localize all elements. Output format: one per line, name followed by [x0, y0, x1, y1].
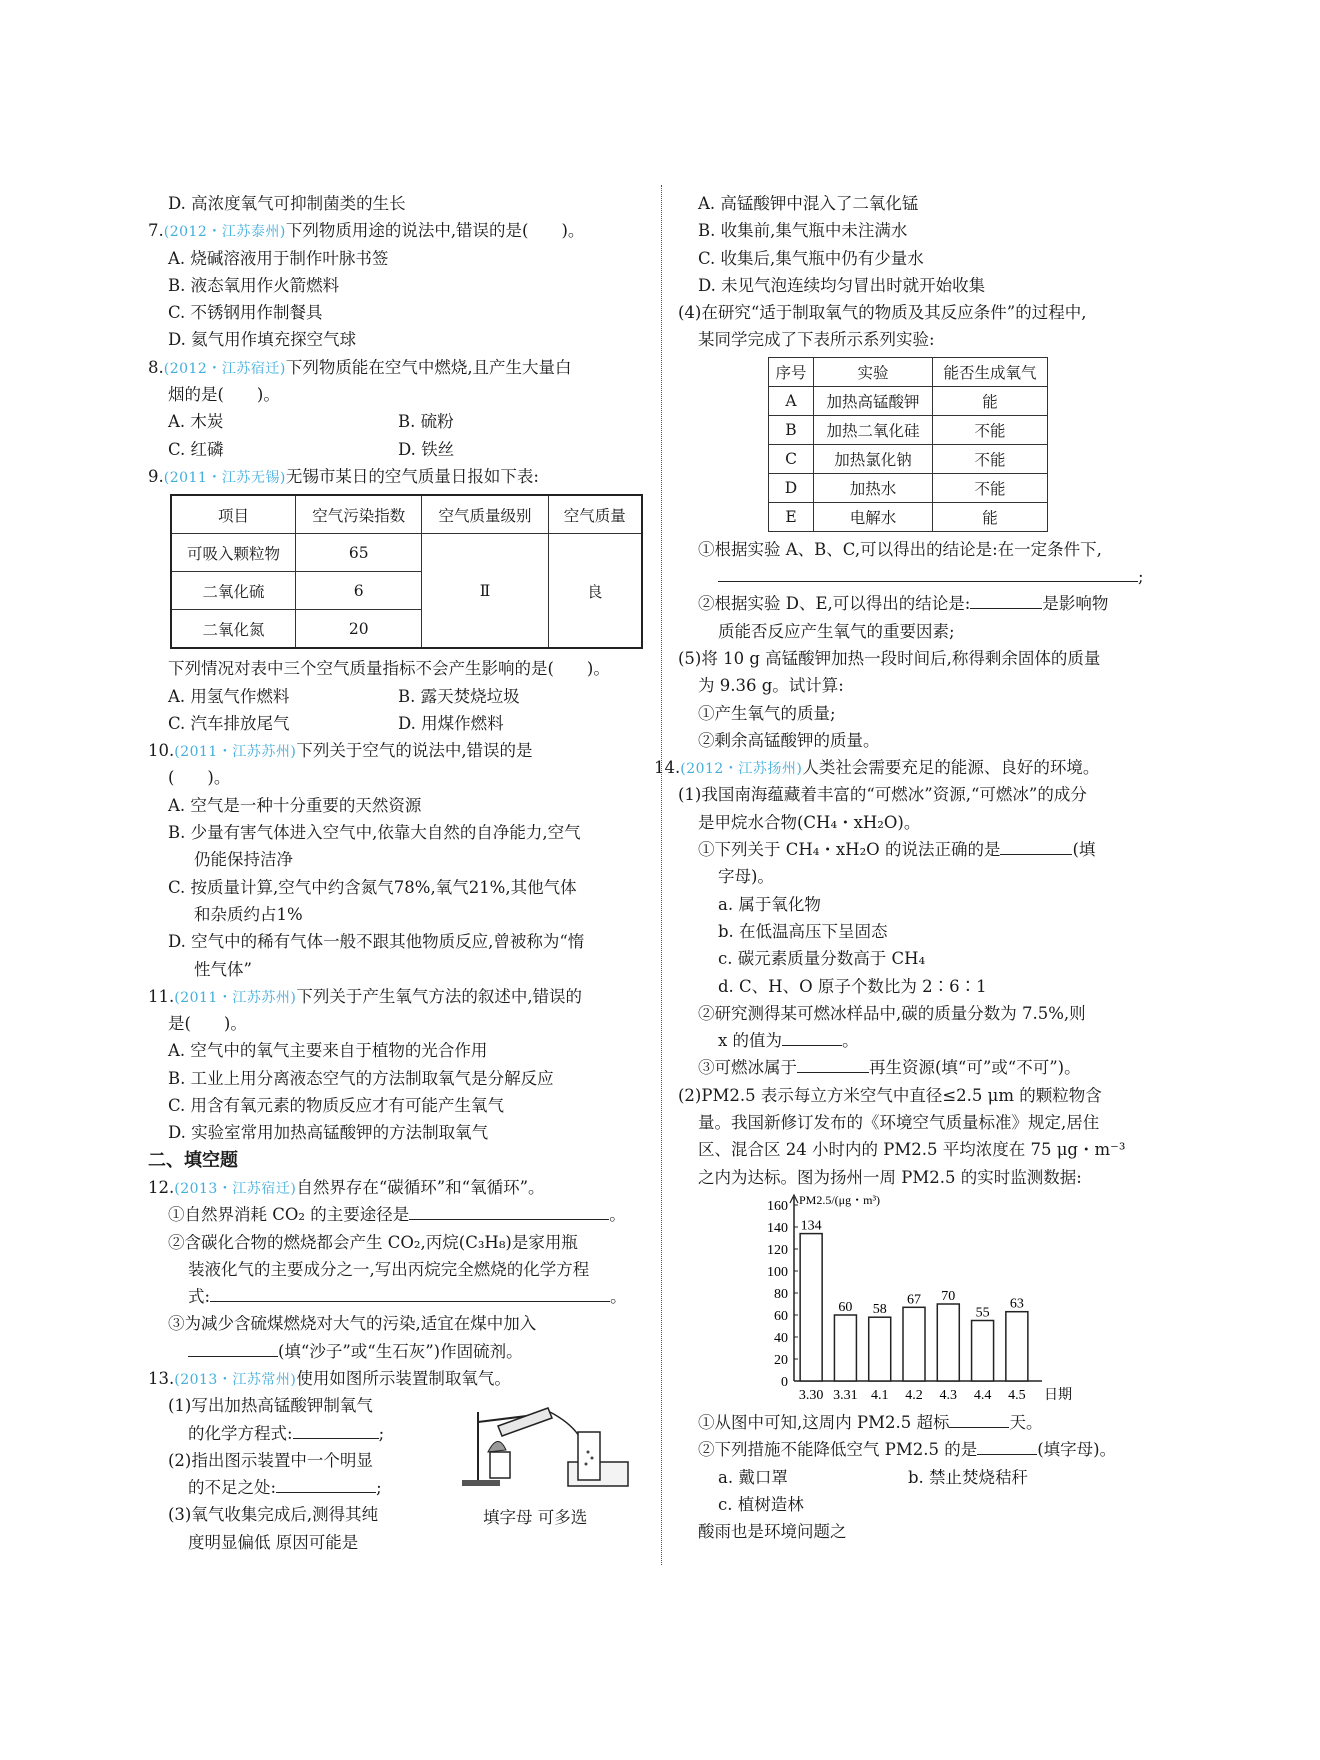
bar	[937, 1304, 959, 1381]
q9-option-b: B. 露天焚烧垃圾	[398, 686, 520, 706]
table-cell: 65	[296, 534, 422, 572]
table-cell: 二氧化硫	[171, 572, 296, 610]
q13-body	[148, 1392, 648, 1552]
q8-option-a: A. 木炭	[168, 412, 224, 432]
q14-2-options-ab	[678, 1464, 1176, 1491]
q11-option-c: C. 用含有氧元素的物质反应才有可能产生氧气	[168, 1096, 505, 1116]
q8-option-d: D. 铁丝	[398, 439, 455, 459]
x-axis-label: 日期	[1044, 1387, 1072, 1403]
pm25-bar-chart	[746, 1191, 1086, 1409]
answer-blank[interactable]	[1000, 836, 1072, 855]
q14-part-1-cont: 是甲烷水合物(CH₄・xH₂O)。	[698, 812, 921, 832]
q13-5-2: ②剩余高锰酸钾的质量。	[698, 730, 880, 750]
table-cell: E	[769, 502, 814, 531]
y-tick-label: 0	[781, 1374, 788, 1390]
q13-part-2: (2)指出图示装置中一个明显	[168, 1450, 373, 1470]
answer-blank[interactable]	[782, 1027, 842, 1046]
table-cell: D	[769, 473, 814, 502]
x-tick-label: 4.1	[870, 1387, 889, 1403]
table-cell: 能	[933, 502, 1048, 531]
q10-option-b: B. 少量有害气体进入空气中,依靠大自然的自净能力,空气	[168, 823, 581, 843]
q14-option-d: d. C、H、O 原子个数比为 2∶6∶1	[718, 976, 987, 996]
q10-option-d: D. 空气中的稀有气体一般不跟其他物质反应,曾被称为“惰	[168, 932, 585, 952]
bar-value-label: 63	[1009, 1296, 1024, 1312]
x-tick-label: 4.5	[1008, 1387, 1026, 1403]
left-column	[148, 190, 648, 1552]
q12-part-3: ③为减少含硫煤燃烧对大气的污染,适宜在煤中加入	[168, 1314, 537, 1334]
q14-2-option-b: b. 禁止焚烧秸秆	[908, 1467, 1029, 1487]
q9-source: (2011・江苏无锡)	[163, 469, 286, 486]
table-cell-quality: 良	[548, 534, 642, 649]
table-cell: 加热高锰酸钾	[814, 386, 933, 415]
column-divider	[661, 185, 662, 1565]
q7-option-a: A. 烧碱溶液用于制作叶脉书签	[168, 248, 389, 268]
q7-option-b: B. 液态氧用作火箭燃料	[168, 275, 340, 295]
answer-blank[interactable]	[797, 1054, 869, 1073]
table-header: 实验	[814, 357, 933, 386]
answer-blank[interactable]	[977, 1436, 1037, 1455]
question-7: 7.(2012・江苏泰州)下列物质用途的说法中,错误的是( )。	[148, 221, 585, 241]
q13-option-a: A. 高锰酸钾中混入了二氧化锰	[698, 194, 919, 213]
q11-text-cont: 是( )。	[168, 1014, 247, 1034]
q13-option-d: D. 未见气泡连续均匀冒出时就开始收集	[698, 275, 986, 295]
q10-option-b-cont: 仍能保持洁净	[194, 850, 293, 870]
table-header: 序号	[769, 357, 814, 386]
table-cell-level: Ⅱ	[422, 534, 548, 649]
q9-option-a: A. 用氢气作燃料	[168, 686, 290, 706]
q13-part-3: (3)氧气收集完成后,测得其纯	[168, 1505, 379, 1525]
question-8: 8.(2012・江苏宿迁)下列物质能在空气中燃烧,且产生大量白	[148, 357, 572, 377]
table-header: 空气污染指数	[296, 495, 422, 534]
bar-value-label: 55	[975, 1305, 990, 1321]
question-14: 14.(2012・江苏扬州)人类社会需要充足的能源、良好的环境。	[654, 758, 1100, 778]
q10-option-a: A. 空气是一种十分重要的天然资源	[168, 795, 422, 815]
q13-option-c: C. 收集后,集气瓶中仍有少量水	[698, 248, 924, 268]
table-cell: 二氧化氮	[171, 610, 296, 649]
table-header: 空气质量级别	[422, 495, 548, 534]
answer-blank[interactable]	[293, 1420, 379, 1439]
table-row	[769, 502, 1048, 531]
bar-value-label: 134	[800, 1218, 822, 1234]
question-10: 10.(2011・江苏苏州)下列关于空气的说法中,错误的是	[148, 741, 533, 761]
q9-option-c: C. 汽车排放尾气	[168, 713, 290, 733]
q9-text-cont: 下列情况对表中三个空气质量指标不会产生影响的是( )。	[168, 659, 610, 679]
table-cell: 不能	[933, 444, 1048, 473]
q14-last-line: 酸雨也是环境问题之	[698, 1522, 847, 1542]
y-tick-label: 160	[767, 1198, 788, 1214]
q8-option-c: C. 红磷	[168, 439, 224, 459]
q7-source: (2012・江苏泰州)	[163, 224, 286, 241]
q11-option-b: B. 工业上用分离液态空气的方法制取氧气是分解反应	[168, 1068, 554, 1088]
question-11: 11.(2011・江苏苏州)下列关于产生氧气方法的叙述中,错误的	[148, 986, 583, 1006]
table-row	[769, 415, 1048, 444]
experiment-table	[768, 357, 1048, 532]
q11-option-a: A. 空气中的氧气主要来自于植物的光合作用	[168, 1041, 488, 1061]
q7-option-c: C. 不锈钢用作制餐具	[168, 303, 323, 323]
bar	[972, 1320, 994, 1381]
bar	[869, 1317, 891, 1381]
q8-option-b: B. 硫粉	[398, 412, 454, 432]
bar-value-label: 67	[907, 1292, 921, 1308]
y-axis-label: PM2.5/(μg・m³)	[799, 1192, 881, 1207]
q13-option-b: B. 收集前,集气瓶中未注满水	[698, 221, 908, 241]
table-cell: 电解水	[814, 502, 933, 531]
answer-blank[interactable]	[188, 1338, 278, 1357]
answer-blank[interactable]	[276, 1474, 376, 1493]
q14-1-2: ②研究测得某可燃冰样品中,碳的质量分数为 7.5%,则	[698, 1003, 1086, 1023]
question-9: 9.(2011・江苏无锡)无锡市某日的空气质量日报如下表:	[148, 466, 539, 486]
table-header: 空气质量	[548, 495, 642, 534]
q12-part-1: ①自然界消耗 CO₂ 的主要途径是 。	[148, 1201, 648, 1228]
q9-options-cd	[148, 710, 648, 737]
q10-option-c-cont: 和杂质约占1%	[194, 904, 303, 924]
q14-2-option-c: c. 植树造林	[718, 1494, 804, 1514]
answer-blank[interactable]	[970, 590, 1042, 609]
x-tick-label: 4.2	[905, 1387, 923, 1403]
q14-part-1: (1)我国南海蕴藏着丰富的“可燃冰”资源,“可燃冰”的成分	[678, 785, 1087, 805]
q13-part-5-cont: 为 9.36 g。试计算:	[698, 676, 844, 696]
y-tick-label: 40	[774, 1330, 788, 1346]
q8-source: (2012・江苏宿迁)	[163, 360, 286, 377]
table-header-row	[769, 357, 1048, 386]
table-cell: B	[769, 415, 814, 444]
y-tick-label: 120	[767, 1242, 788, 1258]
q11-source: (2011・江苏苏州)	[174, 989, 297, 1006]
table-cell: 20	[296, 610, 422, 649]
pm25-chart	[678, 1191, 1176, 1409]
y-tick-label: 100	[767, 1264, 788, 1280]
q13-part-1: (1)写出加热高锰酸钾制氧气	[168, 1396, 373, 1416]
bar-value-label: 58	[872, 1302, 887, 1318]
q13-part-4: (4)在研究“适于制取氧气的物质及其反应条件”的过程中,	[678, 303, 1087, 323]
q9-option-d: D. 用煤作燃料	[398, 713, 504, 733]
q14-1-1-cont: 字母)。	[718, 867, 774, 887]
q13-part-5: (5)将 10 g 高锰酸钾加热一段时间后,称得剩余固体的质量	[678, 648, 1101, 668]
q14-part-2-cont3: 之内为达标。图为扬州一周 PM2.5 的实时监测数据:	[698, 1167, 1082, 1187]
answer-blank[interactable]	[718, 563, 1138, 582]
q13-5-1: ①产生氧气的质量;	[698, 703, 836, 723]
q10-option-d-cont: 性气体”	[194, 959, 252, 979]
q13-4-2-cont: 质能否反应产生氧气的重要因素;	[718, 621, 955, 641]
q12-part-2: ②含碳化合物的燃烧都会产生 CO₂,丙烷(C₃H₈)是家用瓶	[168, 1232, 578, 1252]
table-cell: C	[769, 444, 814, 473]
q13-4-1: ①根据实验 A、B、C,可以得出的结论是:在一定条件下,	[698, 539, 1102, 559]
q13-instruction: 填字母 可多选	[483, 1508, 588, 1528]
q13-part-3-cont: 度明显偏低 原因可能是	[188, 1532, 359, 1552]
q14-option-a: a. 属于氧化物	[718, 894, 821, 914]
section-title-fill-in: 二、填空题	[148, 1149, 238, 1171]
q8-options-cd	[148, 436, 648, 463]
table-row	[769, 444, 1048, 473]
q7-option-d: D. 氦气用作填充探空气球	[168, 330, 357, 350]
table-header-row	[171, 495, 642, 534]
q13-source: (2013・江苏常州)	[174, 1371, 297, 1388]
q6-option-d: D. 高浓度氧气可抑制菌类的生长	[168, 194, 406, 213]
bar-value-label: 70	[941, 1288, 956, 1304]
answer-blank[interactable]	[949, 1409, 1009, 1428]
y-tick-label: 80	[774, 1286, 788, 1302]
q13-part-1-cont: 的化学方程式: ;	[148, 1420, 648, 1447]
question-12: 12.(2013・江苏宿迁)自然界存在“碳循环”和“氧循环”。	[148, 1177, 545, 1197]
table-cell: 能	[933, 386, 1048, 415]
q14-1-2-cont: x 的值为 。	[678, 1027, 1176, 1054]
table-cell: 加热氯化钠	[814, 444, 933, 473]
table-cell: 6	[296, 572, 422, 610]
bar	[1006, 1312, 1028, 1381]
q8-options-ab	[148, 408, 648, 435]
bar	[834, 1315, 856, 1381]
q14-part-2: (2)PM2.5 表示每立方米空气中直径≤2.5 μm 的颗粒物含	[678, 1085, 1102, 1105]
q13-part-2-cont: 的不足之处: ;	[148, 1474, 648, 1501]
oxygen-apparatus-illustration	[448, 1392, 633, 1488]
bar	[800, 1234, 822, 1381]
table-cell: 加热二氧化硅	[814, 415, 933, 444]
q12-part-3-cont: (填“沙子”或“生石灰”)作固硫剂。	[148, 1338, 648, 1365]
q14-part-2-cont1: 量。我国新修订发布的《环境空气质量标准》规定,居住	[698, 1113, 1100, 1133]
q12-part-2-cont: 装液化气的主要成分之一,写出丙烷完全燃烧的化学方程	[188, 1259, 590, 1279]
q13-part-4-cont: 某同学完成了下表所示系列实验:	[698, 330, 935, 350]
x-tick-label: 4.4	[973, 1387, 992, 1403]
table-cell: A	[769, 386, 814, 415]
answer-blank[interactable]	[210, 1283, 610, 1302]
air-quality-table	[170, 494, 643, 649]
q10-option-c: C. 按质量计算,空气中约含氮气78%,氧气21%,其他气体	[168, 877, 577, 897]
q14-1-3: ③可燃冰属于 再生资源(填“可”或“不可”)。	[678, 1054, 1176, 1081]
question-13: 13.(2013・江苏常州)使用如图所示装置制取氧气。	[148, 1368, 511, 1388]
q14-part-2-cont2: 区、混合区 24 小时内的 PM2.5 平均浓度在 75 μg・m⁻³	[698, 1140, 1126, 1160]
q14-source: (2012・江苏扬州)	[680, 761, 803, 778]
x-tick-label: 4.3	[939, 1387, 958, 1403]
q9-options-ab	[148, 683, 648, 710]
answer-blank[interactable]	[409, 1201, 609, 1220]
right-column	[654, 190, 1176, 1545]
q10-source: (2011・江苏苏州)	[174, 744, 297, 761]
q14-option-b: b. 在低温高压下呈固态	[718, 921, 888, 941]
q14-option-c: c. 碳元素质量分数高于 CH₄	[718, 949, 926, 969]
table-cell: 可吸入颗粒物	[171, 534, 296, 572]
table-cell: 不能	[933, 473, 1048, 502]
q14-2-option-a: a. 戴口罩	[718, 1467, 788, 1487]
q13-4-1-blank: ;	[678, 563, 1176, 590]
q8-text-cont: 烟的是( )。	[168, 385, 280, 405]
q14-1-1: ①下列关于 CH₄・xH₂O 的说法正确的是 (填	[678, 836, 1176, 863]
y-tick-label: 140	[767, 1220, 788, 1236]
table-row	[769, 386, 1048, 415]
q14-2-2: ②下列措施不能降低空气 PM2.5 的是 (填字母)。	[678, 1436, 1176, 1463]
q12-part-2-eq: 式: 。	[148, 1283, 648, 1310]
table-header: 项目	[171, 495, 296, 534]
q13-4-2: ②根据实验 D、E,可以得出的结论是: 是影响物	[678, 590, 1176, 617]
q11-option-d: D. 实验室常用加热高锰酸钾的方法制取氧气	[168, 1123, 489, 1143]
y-tick-label: 60	[774, 1308, 788, 1324]
x-tick-label: 3.30	[798, 1387, 824, 1403]
q14-2-1: ①从图中可知,这周内 PM2.5 超标 天。	[678, 1409, 1176, 1436]
table-row	[769, 473, 1048, 502]
table-header: 能否生成氧气	[933, 357, 1048, 386]
bar-value-label: 60	[838, 1299, 853, 1315]
table-cell: 加热水	[814, 473, 933, 502]
x-tick-label: 3.31	[833, 1387, 858, 1403]
y-tick-label: 20	[774, 1352, 788, 1368]
q10-text-cont: ( )。	[168, 768, 231, 788]
bar	[903, 1307, 925, 1381]
table-row	[171, 534, 642, 572]
q12-source: (2013・江苏宿迁)	[174, 1180, 297, 1197]
table-cell: 不能	[933, 415, 1048, 444]
